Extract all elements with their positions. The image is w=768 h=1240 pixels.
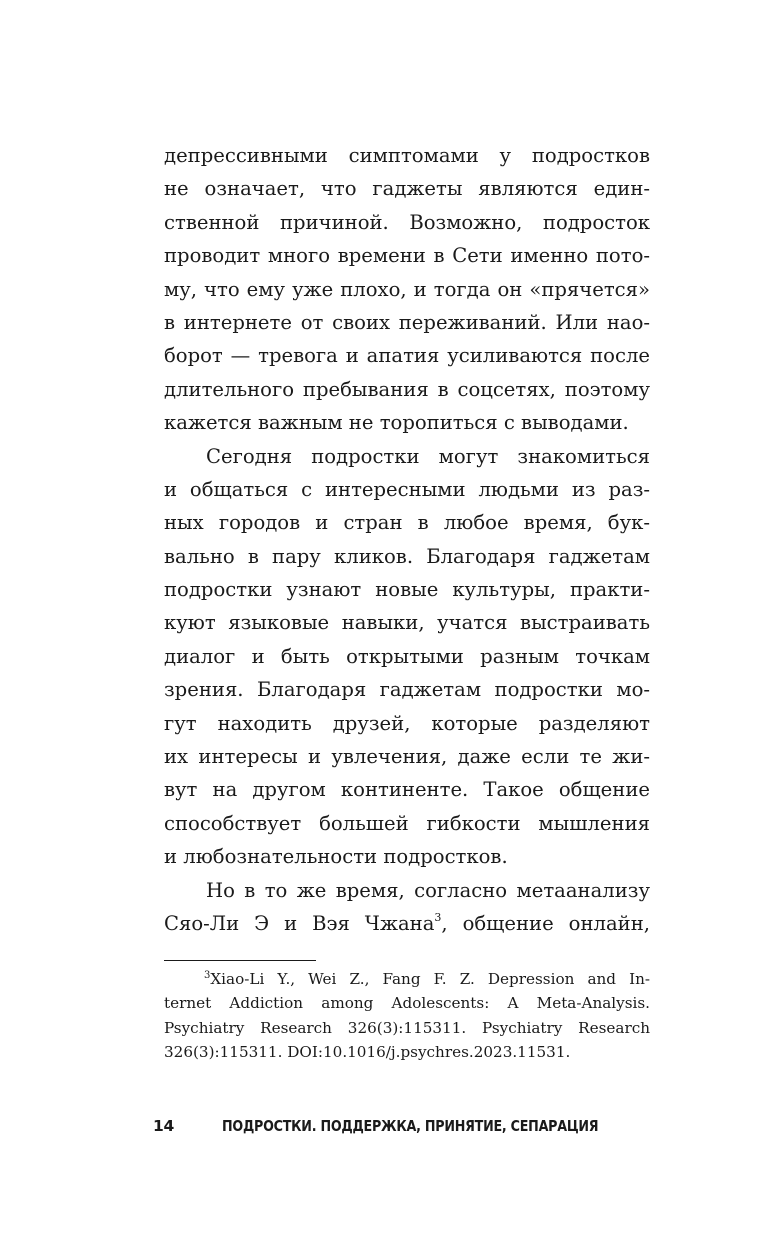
text-line: не означает, что гаджеты являются един- bbox=[164, 177, 650, 201]
text-line: борот — тревога и апатия усиливаются после bbox=[164, 344, 650, 368]
text-line: вально в пару кликов. Благодаря гаджетам bbox=[164, 544, 650, 568]
text-line: Сегодня подростки могут знакомиться bbox=[206, 444, 650, 468]
footnote-line: Psychiatry Research 326(3):115311. Psychiatry Research bbox=[164, 1018, 650, 1037]
text-line: проводит много времени в Сети именно пото- bbox=[164, 244, 650, 268]
text-line: и общаться с интересными людьми из раз- bbox=[164, 477, 650, 501]
text-line: кажется важным не торопиться с выводами. bbox=[164, 411, 629, 435]
text-line: депрессивными симптомами у подростков bbox=[164, 144, 650, 167]
text-line: зрения. Благодаря гаджетам подростки мо- bbox=[164, 678, 650, 702]
footnote-line: ternet Addiction among Adolescents: A Meta-Analysis. bbox=[164, 994, 650, 1013]
running-head: ПОДРОСТКИ. ПОДДЕРЖКА, ПРИНЯТИЕ, СЕПАРАЦИЯ bbox=[222, 1117, 599, 1135]
text-line: в интернете от своих переживаний. Или нао- bbox=[164, 310, 650, 334]
text-line: гут находить друзей, которые разделяют bbox=[164, 711, 650, 735]
footnote-number: 3 bbox=[204, 970, 211, 981]
page-footer bbox=[0, 1117, 768, 1141]
text-segment: Сяо-Ли Э и Вэя Чжана bbox=[164, 911, 435, 935]
text-line: подростки узнают новые культуры, практи- bbox=[164, 578, 650, 602]
page-number: 14 bbox=[153, 1117, 174, 1135]
text-segment: , общение онлайн, bbox=[441, 911, 650, 935]
footnote-divider bbox=[164, 960, 316, 961]
text-line: способствует большей гибкости мышления bbox=[164, 811, 650, 835]
text-line: му, что ему уже плохо, и тогда он «прячется» bbox=[164, 277, 650, 301]
text-line: и любознательности подростков. bbox=[164, 845, 508, 869]
footnote-reference[interactable]: 3 bbox=[434, 910, 442, 924]
text-line: куют языковые навыки, учатся выстраивать bbox=[164, 611, 650, 635]
text-line: их интересы и увлечения, даже если те жи- bbox=[164, 745, 650, 769]
text-line: ных городов и стран в любое время, бук- bbox=[164, 511, 650, 535]
footnote-line: 326(3):115311. DOI:10.1016/j.psychres.2023.11531. bbox=[164, 1043, 571, 1062]
text-line: ственной причиной. Возможно, подросток bbox=[164, 210, 650, 234]
footnote-text: Xiao-Li Y., Wei Z., Fang F. Z. Depression and In- bbox=[210, 970, 650, 988]
text-line bbox=[164, 907, 650, 940]
footnote-line bbox=[164, 967, 650, 991]
text-line: вут на другом континенте. Такое общение bbox=[164, 778, 650, 802]
body-text bbox=[164, 139, 650, 940]
text-line: Но в то же время, согласно метаанализу bbox=[206, 878, 650, 902]
text-line: длительного пребывания в соцсетях, поэтому bbox=[164, 377, 650, 401]
footnote bbox=[164, 967, 650, 1065]
text-line: диалог и быть открытыми разным точкам bbox=[164, 644, 650, 668]
